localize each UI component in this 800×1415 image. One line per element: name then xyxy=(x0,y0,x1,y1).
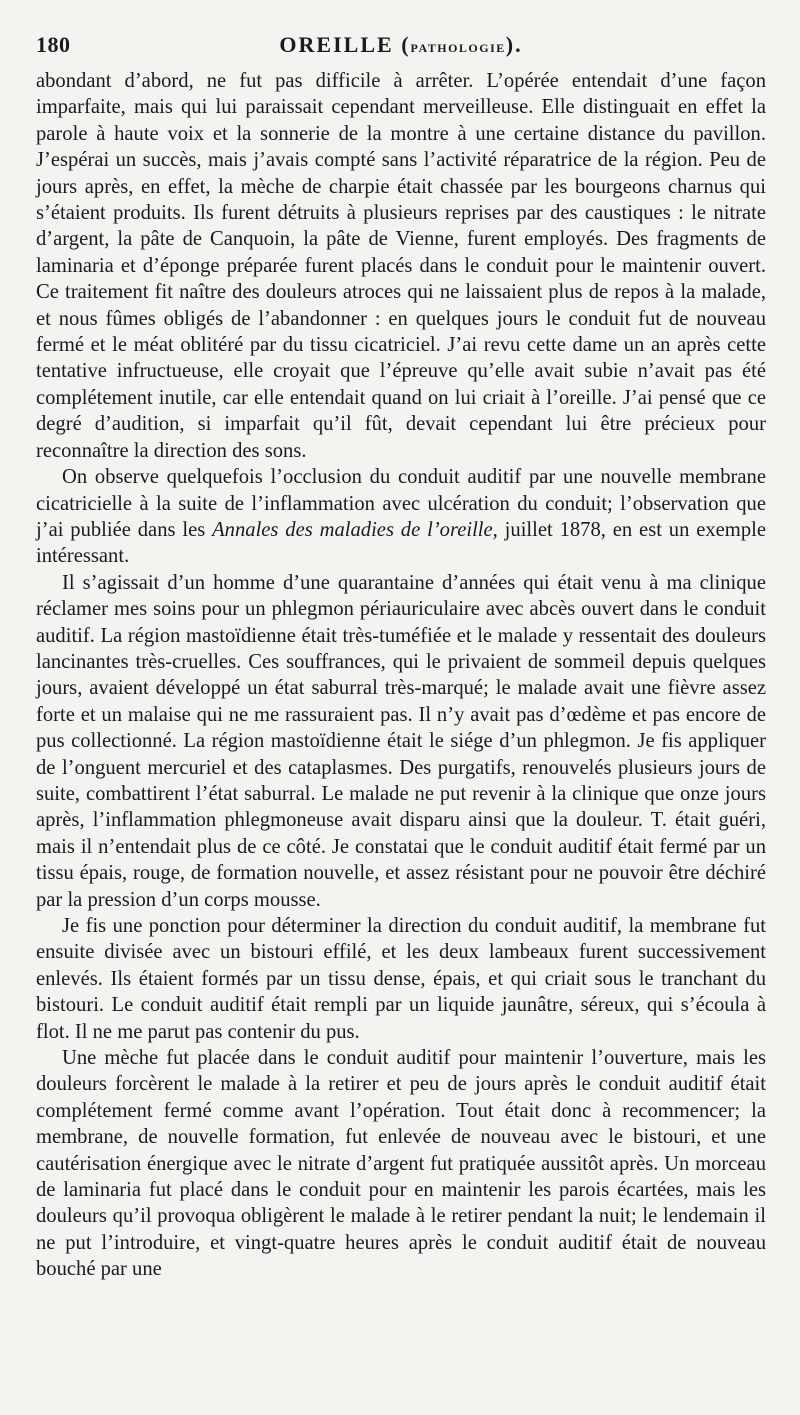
body-text xyxy=(36,68,766,1283)
paragraph-case-history: Il s’agissait d’un homme d’une quarantaine d’années qui était venu à ma clinique réclamer mes soins pour un phlegmon périauriculaire avec abcès ouvert dans le conduit auditif. La région mastoïdienne était très-tuméfiée et le malade y ressentait des douleurs lancinantes très-cruelles. Ces souffrances, qui le privaient de sommeil depuis quelques jours, avaient développé un état saburral très-marqué; le malade avait une fièvre assez forte et un malaise qui ne me rassuraient pas. Il n’y avait pas d’œdème et pas encore de pus collectionné. La région mastoïdienne était le siége d’un phlegmon. Je fis appliquer de l’onguent mercuriel et des cataplasmes. Des purgatifs, renouvelés plusieurs jours de suite, combattirent l’état saburral. Le malade ne put revenir à la clinique que onze jours après, l’inflammation phlegmoneuse avait disparu ainsi que la douleur. T. était guéri, mais il n’entendait plus de ce côté. Je constatai que le conduit auditif était fermé par un tissu épais, rouge, de formation nouvelle, et assez résistant pour ne pouvoir être déchiré par la pression d’un corps mousse. xyxy=(36,571,766,911)
running-title xyxy=(36,32,766,58)
running-title-main: OREILLE xyxy=(279,32,394,57)
paragraph-occlusion-intro xyxy=(36,464,766,570)
running-head xyxy=(36,28,766,68)
page-number: 180 xyxy=(36,32,71,57)
paragraph-continued: abondant d’abord, ne fut pas difficile à arrêter. L’opérée entendait d’une façon imparfaite, mais qui lui paraissait cependant merveilleuse. Elle distinguait en effet la parole à haute voix et la sonnerie de la montre à une certaine distance du pavillon. J’espérai un succès, mais j’avais compté sans l’activité réparatrice de la région. Peu de jours après, en effet, la mèche de charpie était chassée par les bourgeons charnus qui s’étaient produits. Ils furent détruits à plusieurs reprises par des caustiques : le nitrate d’argent, la pâte de Canquoin, la pâte de Vienne, furent employés. Des fragments de laminaria et d’éponge préparée furent placés dans le conduit pour le maintenir ouvert. Ce traitement fit naître des douleurs atroces qui ne laissaient plus de repos à la malade, et nous fûmes obligés de l’abandonner : en quelques jours le conduit fut de nouveau fermé et le méat oblitéré par du tissu cicatriciel. J’ai revu cette dame un an après cette tentative infructueuse, elle croyait que l’épreuve qu’elle avait subie n’avait pas été complétement inutile, car elle entendait quand on lui criait à l’oreille. J’ai pensé que ce degré d’audition, si imparfait qu’il fût, devait cependant lui être précieux pour reconnaître la direction des sons. xyxy=(36,70,766,462)
paragraph-occlusion-text-before: On observe quelquefois l’occlusion du conduit auditif par une nouvelle membrane cicatricielle à la suite de l’inflammation avec ulcération du conduit; l’observation que j’ai publiée dans les xyxy=(36,466,766,541)
paragraph-mesh: Une mèche fut placée dans le conduit auditif pour maintenir l’ouverture, mais les douleurs forcèrent le malade à la retirer et peu de jours après le conduit auditif était complétement fermé comme avant l’opération. Tout était donc à recommencer; la membrane, de nouvelle formation, fut enlevée de nouveau avec le bistouri, et une cautérisation énergique avec le nitrate d’argent fut pratiquée aussitôt après. Un morceau de laminaria fut placé dans le conduit pour en maintenir les parois écartées, mais les douleurs qu’il provoqua obligèrent le malade à le retirer pendant la nuit; le lendemain il ne put l’introduire, et vingt-quatre heures après le conduit auditif était de nouveau bouché par une xyxy=(36,1047,766,1281)
paragraph-puncture: Je fis une ponction pour déterminer la direction du conduit auditif, la membrane fut ensuite divisée avec un bistouri effilé, et les deux lambeaux furent successivement enlevés. Ils étaient formés par un tissu dense, épais, et qui criait sous le tranchant du bistouri. Le conduit auditif était rempli par un liquide jaunâtre, séreux, qui s’écoula à flot. Il ne me parut pas contenir du pus. xyxy=(36,915,766,1043)
running-title-open-paren: ( xyxy=(401,32,411,57)
journal-title: Annales des maladies de l’oreille, xyxy=(212,518,498,541)
paragraph-occlusion-text-after: juillet 1878, en est un exemple intéressant. xyxy=(36,518,766,568)
running-title-close: ). xyxy=(505,32,523,57)
running-title-section: pathologie xyxy=(410,37,506,56)
